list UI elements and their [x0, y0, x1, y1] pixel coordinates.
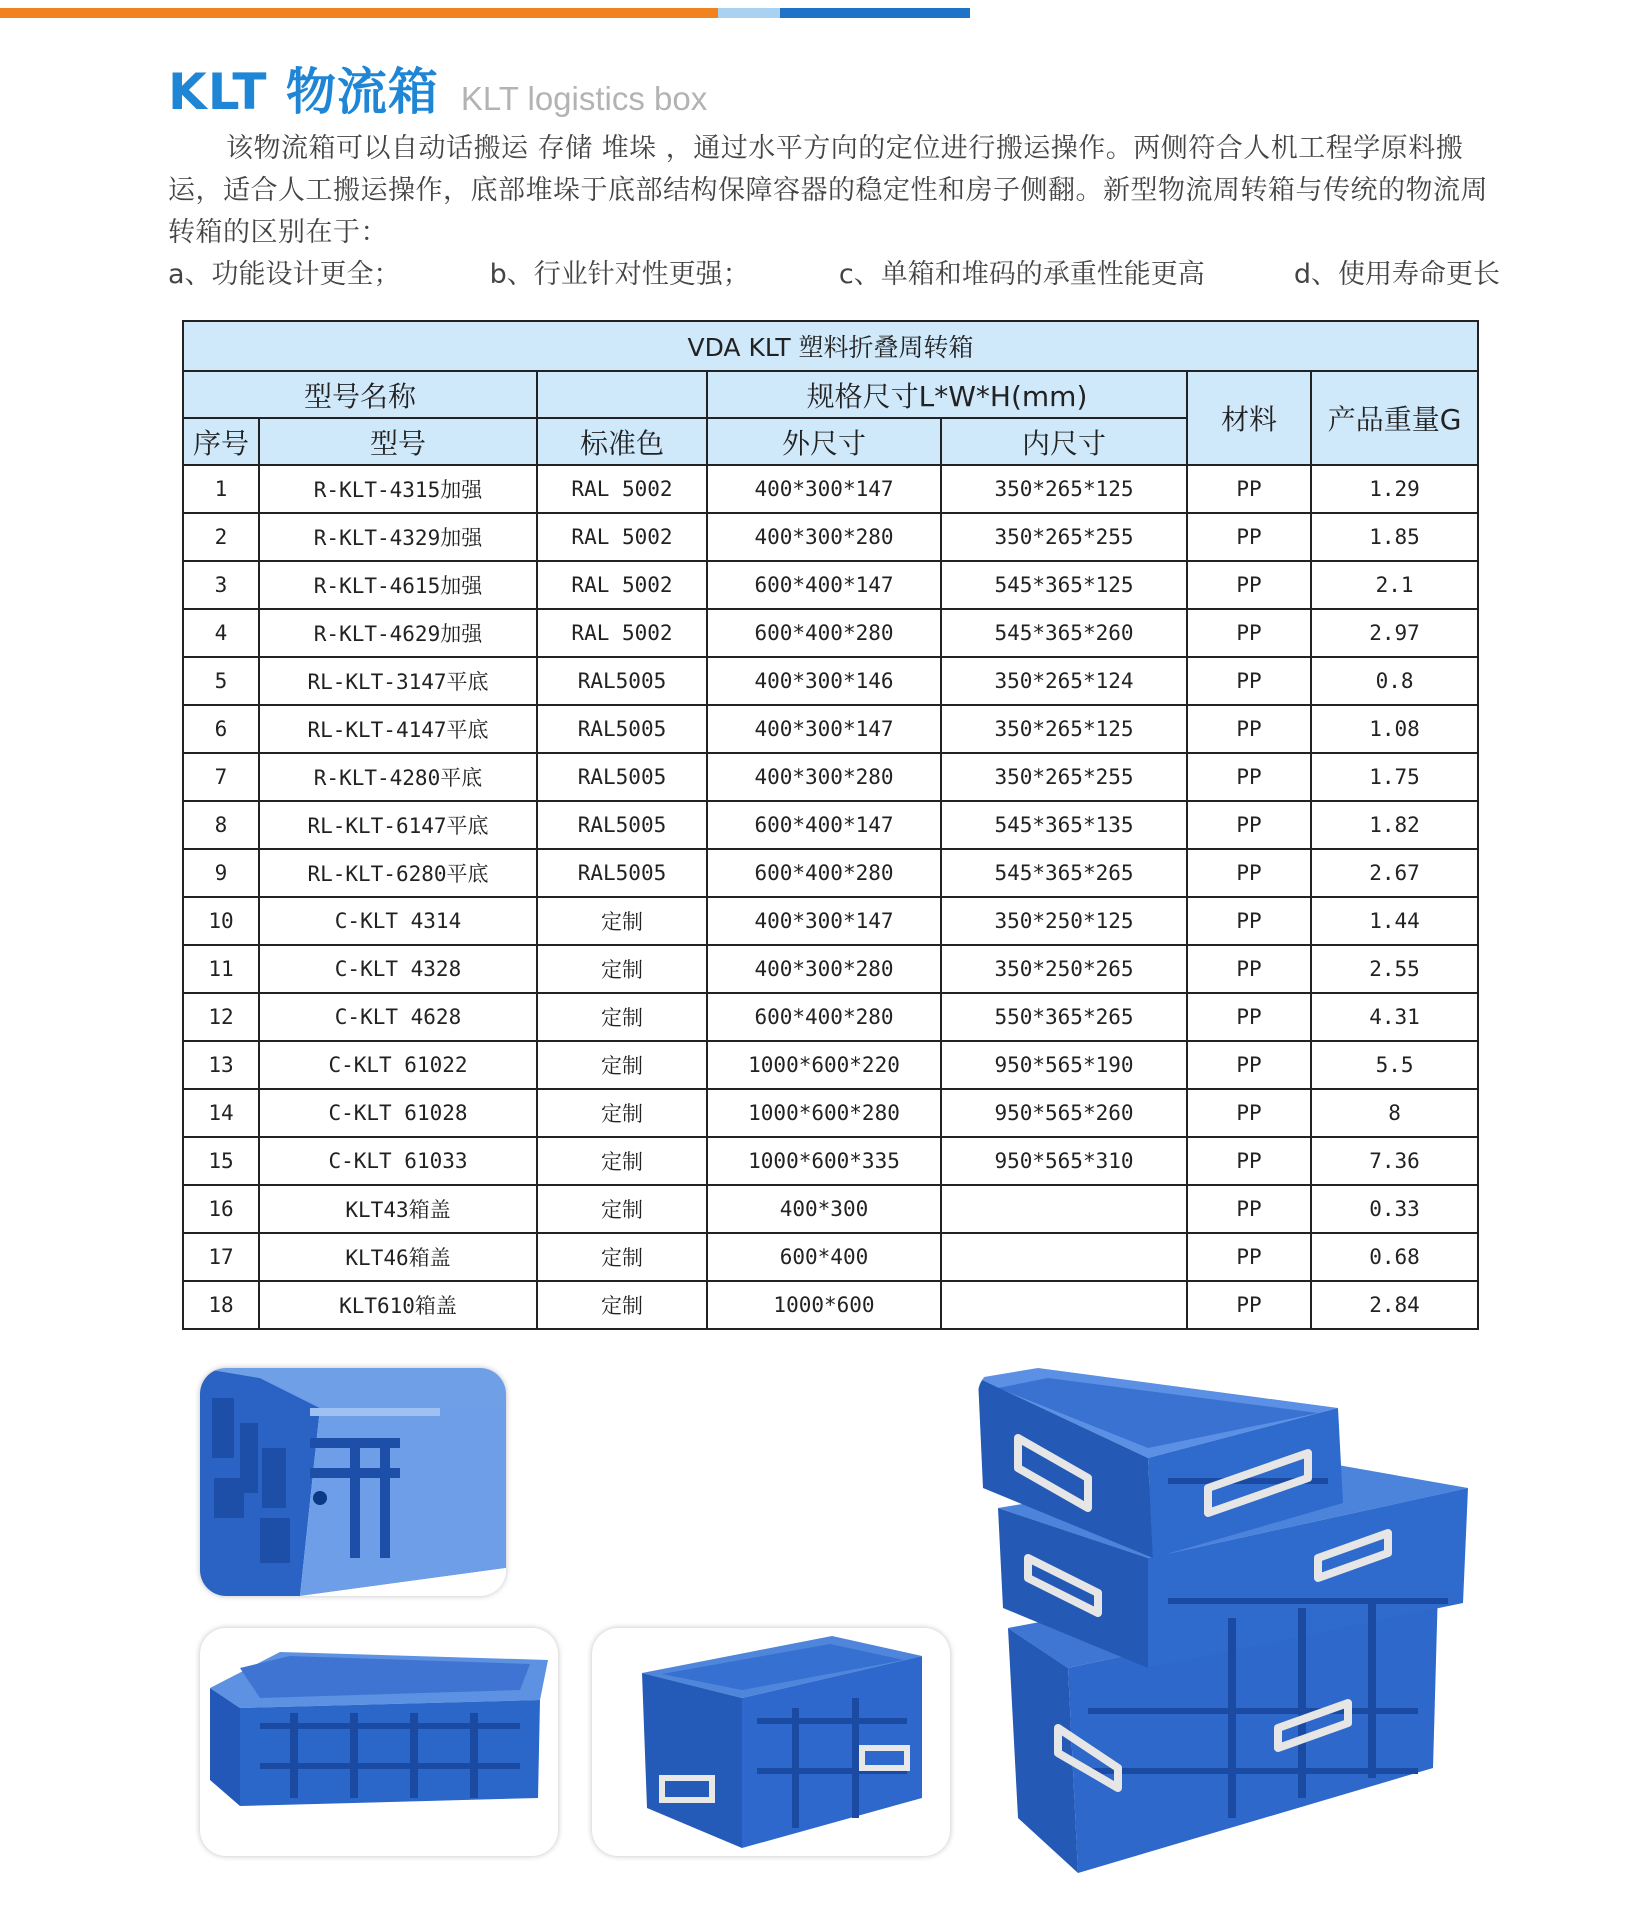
cell-outer-size: 600*400*147 — [707, 801, 941, 849]
box-corner-image — [200, 1368, 506, 1596]
cell-material: PP — [1187, 849, 1311, 897]
cell-material: PP — [1187, 897, 1311, 945]
cell-outer-size: 1000*600*335 — [707, 1137, 941, 1185]
cell-inner-size: 545*365*125 — [941, 561, 1187, 609]
cell-material: PP — [1187, 513, 1311, 561]
cell-outer-size: 600*400*280 — [707, 609, 941, 657]
header-blank — [537, 371, 707, 418]
cell-color: RAL5005 — [537, 753, 707, 801]
cell-index: 5 — [183, 657, 259, 705]
cell-color: 定制 — [537, 1137, 707, 1185]
header-material: 材料 — [1187, 371, 1311, 465]
cell-color: RAL 5002 — [537, 465, 707, 513]
accent-bar-light-blue — [718, 8, 780, 18]
feature-item: d、使用寿命更长 — [1293, 259, 1500, 290]
cell-outer-size: 1000*600*280 — [707, 1089, 941, 1137]
table-caption: VDA KLT 塑料折叠周转箱 — [183, 321, 1478, 371]
cell-outer-size: 400*300*147 — [707, 897, 941, 945]
cell-color: 定制 — [537, 897, 707, 945]
header-color: 标准色 — [537, 418, 707, 465]
cell-model: R-KLT-4315加强 — [259, 465, 537, 513]
cell-index: 1 — [183, 465, 259, 513]
table-row — [183, 705, 1478, 753]
cell-model: RL-KLT-6280平底 — [259, 849, 537, 897]
cell-weight: 1.08 — [1311, 705, 1478, 753]
cell-color: 定制 — [537, 1089, 707, 1137]
cell-model: C-KLT 4314 — [259, 897, 537, 945]
cell-outer-size: 400*300*147 — [707, 465, 941, 513]
cell-weight: 5.5 — [1311, 1041, 1478, 1089]
cell-outer-size: 400*300*280 — [707, 513, 941, 561]
cell-color: 定制 — [537, 1233, 707, 1281]
table-row — [183, 465, 1478, 513]
cell-weight: 1.75 — [1311, 753, 1478, 801]
cell-color: RAL5005 — [537, 705, 707, 753]
cell-inner-size: 350*265*125 — [941, 465, 1187, 513]
cell-model: C-KLT 61022 — [259, 1041, 537, 1089]
cell-material: PP — [1187, 561, 1311, 609]
cell-color: RAL5005 — [537, 849, 707, 897]
table-row — [183, 1233, 1478, 1281]
table-row — [183, 1281, 1478, 1329]
cell-material: PP — [1187, 705, 1311, 753]
table-row — [183, 561, 1478, 609]
cell-weight: 2.55 — [1311, 945, 1478, 993]
cell-index: 11 — [183, 945, 259, 993]
cell-index: 2 — [183, 513, 259, 561]
cell-model: C-KLT 4328 — [259, 945, 537, 993]
cell-color: RAL5005 — [537, 657, 707, 705]
cell-index: 3 — [183, 561, 259, 609]
cell-model: R-KLT-4629加强 — [259, 609, 537, 657]
table-row — [183, 1041, 1478, 1089]
header-weight: 产品重量G — [1311, 371, 1478, 465]
spec-table-wrapper — [182, 320, 1477, 1330]
accent-bar-blue — [780, 8, 970, 18]
cell-index: 13 — [183, 1041, 259, 1089]
table-row — [183, 1185, 1478, 1233]
cell-weight: 0.68 — [1311, 1233, 1478, 1281]
cell-model: KLT43箱盖 — [259, 1185, 537, 1233]
cell-inner-size: 350*265*124 — [941, 657, 1187, 705]
cell-outer-size: 400*300*147 — [707, 705, 941, 753]
table-row — [183, 513, 1478, 561]
title-chinese: KLT 物流箱 — [168, 63, 439, 121]
cell-outer-size: 400*300 — [707, 1185, 941, 1233]
intro-text — [168, 128, 1500, 296]
table-row — [183, 849, 1478, 897]
cell-model: R-KLT-4615加强 — [259, 561, 537, 609]
cell-index: 9 — [183, 849, 259, 897]
cell-weight: 2.1 — [1311, 561, 1478, 609]
cell-inner-size: 350*265*255 — [941, 753, 1187, 801]
cell-index: 6 — [183, 705, 259, 753]
cell-index: 7 — [183, 753, 259, 801]
cell-outer-size: 400*300*146 — [707, 657, 941, 705]
cell-outer-size: 600*400*280 — [707, 849, 941, 897]
cell-inner-size — [941, 1233, 1187, 1281]
header-model: 型号 — [259, 418, 537, 465]
table-row — [183, 1137, 1478, 1185]
cell-weight: 1.82 — [1311, 801, 1478, 849]
photo-corner-closeup — [200, 1368, 506, 1596]
cell-weight: 1.29 — [1311, 465, 1478, 513]
cell-index: 10 — [183, 897, 259, 945]
cell-color: RAL 5002 — [537, 561, 707, 609]
cell-color: 定制 — [537, 1281, 707, 1329]
table-row — [183, 609, 1478, 657]
cell-material: PP — [1187, 1281, 1311, 1329]
table-row — [183, 1089, 1478, 1137]
table-body — [183, 465, 1478, 1329]
flat-box-image — [200, 1628, 558, 1856]
top-accent-bar — [0, 8, 970, 18]
cell-outer-size: 400*300*280 — [707, 753, 941, 801]
cell-index: 14 — [183, 1089, 259, 1137]
cell-material: PP — [1187, 1041, 1311, 1089]
photo-box-handle — [592, 1628, 950, 1856]
intro-paragraph: 该物流箱可以自动话搬运 存储 堆垛 ，通过水平方向的定位进行搬运操作。两侧符合人机工程学原料搬运，适合人工搬运操作，底部堆垛于底部结构保障容器的稳定性和房子侧翻。新型物流周转箱与传统的物流周转箱的区别在于： — [168, 133, 1488, 248]
cell-material: PP — [1187, 801, 1311, 849]
cell-index: 8 — [183, 801, 259, 849]
cell-weight: 1.85 — [1311, 513, 1478, 561]
cell-model: R-KLT-4329加强 — [259, 513, 537, 561]
cell-inner-size: 545*365*265 — [941, 849, 1187, 897]
cell-inner-size: 350*250*265 — [941, 945, 1187, 993]
photo-stacked-boxes — [978, 1368, 1478, 1888]
cell-model: KLT610箱盖 — [259, 1281, 537, 1329]
cell-weight: 7.36 — [1311, 1137, 1478, 1185]
cell-material: PP — [1187, 1137, 1311, 1185]
cell-weight: 2.84 — [1311, 1281, 1478, 1329]
cell-weight: 0.33 — [1311, 1185, 1478, 1233]
cell-index: 15 — [183, 1137, 259, 1185]
table-row — [183, 657, 1478, 705]
cell-color: 定制 — [537, 1041, 707, 1089]
cell-color: 定制 — [537, 1185, 707, 1233]
table-row — [183, 993, 1478, 1041]
cell-weight: 0.8 — [1311, 657, 1478, 705]
cell-index: 4 — [183, 609, 259, 657]
cell-inner-size: 350*265*125 — [941, 705, 1187, 753]
cell-color: RAL 5002 — [537, 609, 707, 657]
cell-outer-size: 1000*600 — [707, 1281, 941, 1329]
cell-inner-size: 950*565*260 — [941, 1089, 1187, 1137]
cell-material: PP — [1187, 657, 1311, 705]
feature-item: b、行业针对性更强； — [489, 259, 750, 290]
cell-inner-size: 350*265*255 — [941, 513, 1187, 561]
cell-inner-size — [941, 1185, 1187, 1233]
table-row — [183, 945, 1478, 993]
table-row — [183, 753, 1478, 801]
header-outer-size: 外尺寸 — [707, 418, 941, 465]
cell-model: C-KLT 61033 — [259, 1137, 537, 1185]
feature-list — [168, 254, 1500, 296]
cell-inner-size: 550*365*265 — [941, 993, 1187, 1041]
cell-weight: 2.97 — [1311, 609, 1478, 657]
title-english: KLT logistics box — [460, 80, 708, 117]
cell-index: 18 — [183, 1281, 259, 1329]
page-title — [168, 52, 707, 124]
cell-index: 16 — [183, 1185, 259, 1233]
cell-model: RL-KLT-6147平底 — [259, 801, 537, 849]
cell-weight: 8 — [1311, 1089, 1478, 1137]
cell-weight: 1.44 — [1311, 897, 1478, 945]
cell-outer-size: 600*400 — [707, 1233, 941, 1281]
cell-inner-size: 545*365*260 — [941, 609, 1187, 657]
cell-inner-size: 545*365*135 — [941, 801, 1187, 849]
cell-model: C-KLT 4628 — [259, 993, 537, 1041]
cell-model: RL-KLT-3147平底 — [259, 657, 537, 705]
cell-inner-size — [941, 1281, 1187, 1329]
header-model-name: 型号名称 — [183, 371, 537, 418]
cell-weight: 4.31 — [1311, 993, 1478, 1041]
header-spec: 规格尺寸L*W*H(mm) — [707, 371, 1187, 418]
header-index: 序号 — [183, 418, 259, 465]
cell-inner-size: 950*565*310 — [941, 1137, 1187, 1185]
cell-color: RAL 5002 — [537, 513, 707, 561]
cell-color: 定制 — [537, 945, 707, 993]
cell-color: RAL5005 — [537, 801, 707, 849]
stacked-boxes-image — [978, 1368, 1478, 1888]
accent-bar-orange — [0, 8, 718, 18]
cell-inner-size: 950*565*190 — [941, 1041, 1187, 1089]
cell-index: 12 — [183, 993, 259, 1041]
cell-inner-size: 350*250*125 — [941, 897, 1187, 945]
cell-weight: 2.67 — [1311, 849, 1478, 897]
photo-flat-box — [200, 1628, 558, 1856]
cell-material: PP — [1187, 993, 1311, 1041]
cell-outer-size: 1000*600*220 — [707, 1041, 941, 1089]
cell-material: PP — [1187, 945, 1311, 993]
cell-model: C-KLT 61028 — [259, 1089, 537, 1137]
cell-model: RL-KLT-4147平底 — [259, 705, 537, 753]
cell-material: PP — [1187, 609, 1311, 657]
cell-index: 17 — [183, 1233, 259, 1281]
box-with-handle-image — [592, 1628, 950, 1856]
cell-material: PP — [1187, 753, 1311, 801]
feature-item: a、功能设计更全； — [168, 259, 401, 290]
cell-outer-size: 600*400*280 — [707, 993, 941, 1041]
cell-outer-size: 600*400*147 — [707, 561, 941, 609]
cell-color: 定制 — [537, 993, 707, 1041]
table-row — [183, 801, 1478, 849]
feature-item: c、单箱和堆码的承重性能更高 — [838, 259, 1205, 290]
cell-material: PP — [1187, 1089, 1311, 1137]
cell-material: PP — [1187, 1233, 1311, 1281]
table-row — [183, 897, 1478, 945]
cell-model: KLT46箱盖 — [259, 1233, 537, 1281]
spec-table — [182, 320, 1479, 1330]
cell-model: R-KLT-4280平底 — [259, 753, 537, 801]
cell-outer-size: 400*300*280 — [707, 945, 941, 993]
cell-material: PP — [1187, 465, 1311, 513]
header-inner-size: 内尺寸 — [941, 418, 1187, 465]
cell-material: PP — [1187, 1185, 1311, 1233]
